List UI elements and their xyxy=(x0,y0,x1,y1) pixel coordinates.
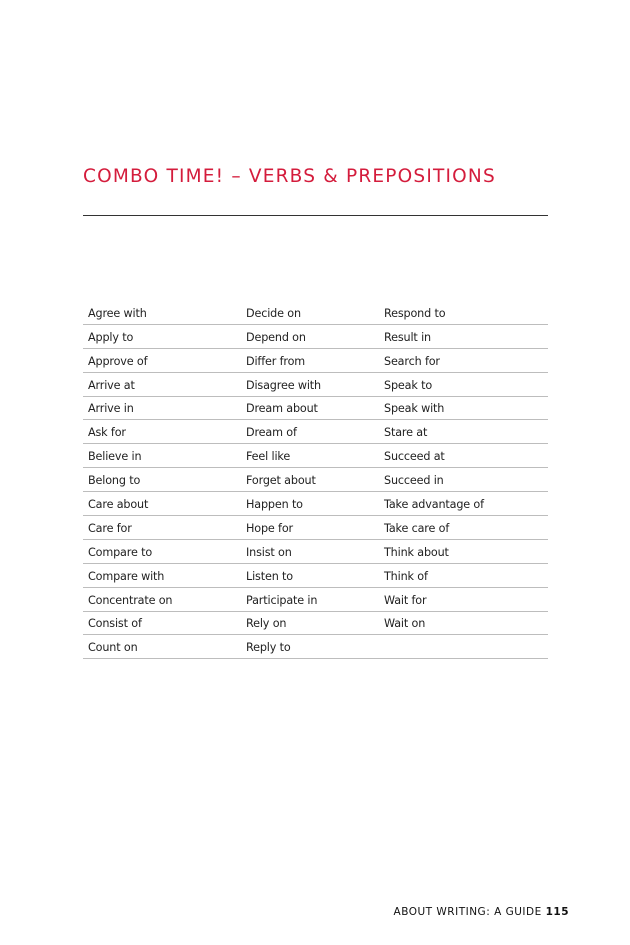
table-cell: Reply to xyxy=(246,641,291,655)
table-cell: Count on xyxy=(88,641,138,655)
table-cell: Stare at xyxy=(384,426,428,440)
table-row xyxy=(83,635,548,659)
table-row xyxy=(83,588,548,612)
table-cell: Differ from xyxy=(246,354,306,368)
table-cell: Disagree with xyxy=(246,378,321,392)
table-cell: Approve of xyxy=(88,354,148,368)
table-cell: Wait for xyxy=(384,593,427,607)
table-cell: Hope for xyxy=(246,521,293,535)
table-cell: Speak with xyxy=(384,402,445,416)
table-row xyxy=(83,468,548,492)
table-row xyxy=(83,564,548,588)
table-cell: Think about xyxy=(384,545,449,559)
table-cell: Happen to xyxy=(246,498,303,512)
footer-book-title: ABOUT WRITING: A GUIDE xyxy=(393,906,542,918)
table-cell: Respond to xyxy=(384,306,446,320)
table-cell: Dream about xyxy=(246,402,318,416)
table-cell: Apply to xyxy=(88,330,134,344)
table-cell: Belong to xyxy=(88,474,141,488)
table-cell: Result in xyxy=(384,330,431,344)
table-row xyxy=(83,492,548,516)
table-row xyxy=(83,516,548,540)
table-cell: Think of xyxy=(384,569,428,583)
table-cell: Ask for xyxy=(88,426,126,440)
table-cell: Take care of xyxy=(384,521,450,535)
table-cell: Listen to xyxy=(246,569,293,583)
table-cell: Consist of xyxy=(88,617,142,631)
table-cell: Speak to xyxy=(384,378,433,392)
table-cell: Rely on xyxy=(246,617,287,631)
table-cell: Care for xyxy=(88,521,132,535)
table-cell: Take advantage of xyxy=(384,498,484,512)
table-cell xyxy=(384,654,548,658)
table-row xyxy=(83,540,548,564)
page-footer xyxy=(394,906,569,918)
table-cell: Participate in xyxy=(246,593,318,607)
table-cell: Arrive in xyxy=(88,402,134,416)
title-divider xyxy=(83,215,548,216)
table-cell: Agree with xyxy=(88,306,147,320)
verb-preposition-table xyxy=(83,301,548,659)
table-cell: Compare with xyxy=(88,569,165,583)
table-cell: Compare to xyxy=(88,545,153,559)
table-cell: Succeed at xyxy=(384,450,445,464)
page-title: COMBO TIME! – VERBS & PREPOSITIONS xyxy=(83,166,496,187)
table-cell: Dream of xyxy=(246,426,297,440)
table-cell: Feel like xyxy=(246,450,291,464)
table-cell: Decide on xyxy=(246,306,301,320)
table-cell: Concentrate on xyxy=(88,593,173,607)
table-row xyxy=(83,420,548,444)
table-row xyxy=(83,444,548,468)
table-row xyxy=(83,349,548,373)
table-cell: Forget about xyxy=(246,474,316,488)
table-cell: Wait on xyxy=(384,617,426,631)
table-cell: Succeed in xyxy=(384,474,444,488)
page-number: 115 xyxy=(545,906,569,918)
table-cell: Search for xyxy=(384,354,440,368)
table-cell: Believe in xyxy=(88,450,142,464)
table-cell: Depend on xyxy=(246,330,306,344)
table-cell: Care about xyxy=(88,498,149,512)
table-row xyxy=(83,301,548,325)
table-row xyxy=(83,612,548,636)
table-cell: Insist on xyxy=(246,545,292,559)
table-row xyxy=(83,325,548,349)
table-row xyxy=(83,373,548,397)
table-cell: Arrive at xyxy=(88,378,135,392)
table-row xyxy=(83,397,548,421)
